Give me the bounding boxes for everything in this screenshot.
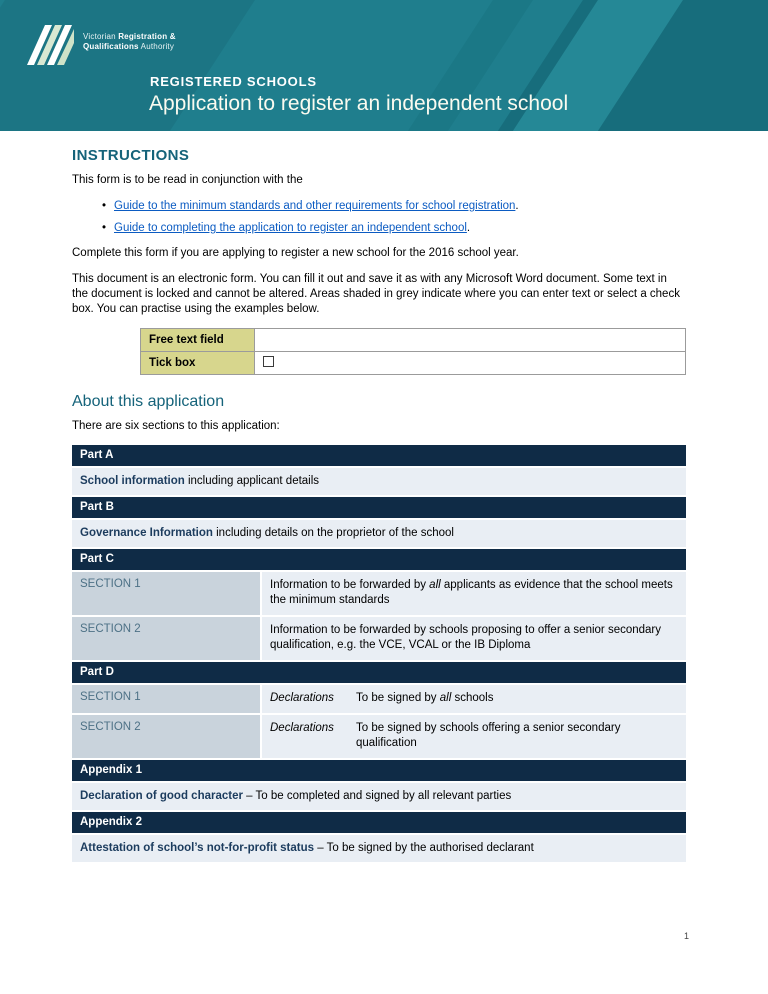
appendix-2-row	[72, 835, 686, 862]
link-completing-application-guide[interactable]: Guide to completing the application to register an independent school	[114, 222, 467, 234]
link-suffix: .	[515, 200, 519, 212]
link-minimum-standards-guide[interactable]: Guide to the minimum standards and other requirements for school registration	[114, 200, 516, 212]
section-description	[262, 617, 686, 660]
free-text-example-input[interactable]	[263, 333, 677, 347]
about-heading: About this application	[72, 393, 225, 410]
logo-line1-bold: Registration &	[118, 32, 176, 41]
part-a-rest: including applicant details	[184, 475, 320, 487]
about-intro: There are six sections to this application:	[72, 420, 280, 432]
logo-line2-light: Authority	[138, 42, 175, 51]
instructions-heading: INSTRUCTIONS	[72, 147, 190, 164]
appendix-2-lead: Attestation of school’s not-for-profit status	[80, 842, 315, 854]
part-d-section-2-row	[72, 715, 686, 758]
section-description	[262, 685, 686, 713]
page-title: Application to register an independent school	[149, 92, 569, 115]
part-d-section-1-row	[72, 685, 686, 713]
tick-box-example[interactable]	[263, 356, 274, 367]
appendix-2-bar: Appendix 2	[72, 812, 686, 833]
document-content	[0, 147, 768, 862]
part-b-rest: including details on the proprietor of the school	[212, 527, 454, 539]
section-label: SECTION 1	[72, 572, 260, 615]
table-row	[141, 352, 686, 375]
part-b-lead: Governance Information	[80, 527, 213, 539]
section-description	[262, 572, 686, 615]
part-c-section-1-row	[72, 572, 686, 615]
list-item	[102, 199, 686, 213]
list-item	[102, 221, 686, 235]
part-a-bar: Part A	[72, 445, 686, 466]
section-text: applicants as evidence that the school meets the minimum standards	[270, 579, 673, 606]
instructions-intro: This form is to be read in conjunction with the	[72, 174, 303, 186]
section-label: SECTION 2	[72, 715, 260, 758]
part-a-row	[72, 468, 686, 495]
section-text-wrap	[356, 691, 493, 706]
section-label: SECTION 2	[72, 617, 260, 660]
declarations-label: Declarations	[270, 722, 334, 734]
appendix-1-rest: – To be completed and signed by all relevant parties	[242, 790, 512, 802]
example-label-tick-box: Tick box	[141, 352, 255, 375]
appendix-2-rest: – To be signed by the authorised declarant	[314, 842, 534, 854]
guide-links-list	[102, 199, 686, 235]
part-b-bar: Part B	[72, 497, 686, 518]
table-row	[141, 329, 686, 352]
section-text: schools	[451, 692, 494, 704]
logo-line2-bold: Qualifications	[83, 42, 139, 51]
logo-line1-light: Victorian	[83, 32, 119, 41]
section-text-em: all	[429, 579, 441, 591]
example-label-free-text: Free text field	[141, 329, 255, 352]
example-tick-box-cell	[255, 352, 686, 375]
section-text: To be signed by schools offering a senior secondary qualification	[356, 722, 621, 749]
header-band	[0, 0, 768, 131]
vrqa-logo-text	[83, 32, 176, 52]
section-text: Information to be forwarded by schools proposing to offer a senior secondary qualification, e.g. the VCE, VCAL or the IB Diploma	[270, 624, 662, 651]
header-eyebrow: REGISTERED SCHOOLS	[150, 74, 317, 89]
section-text-wrap	[356, 721, 678, 751]
declarations-label: Declarations	[270, 692, 334, 704]
vrqa-logo	[26, 20, 176, 66]
section-label: SECTION 1	[72, 685, 260, 713]
part-c-section-2-row	[72, 617, 686, 660]
paragraph-complete-form: Complete this form if you are applying to register a new school for the 2016 school year.	[72, 247, 519, 259]
page-number: 1	[683, 931, 689, 941]
part-d-bar: Part D	[72, 662, 686, 683]
vrqa-logo-icon	[26, 20, 74, 66]
parts-table	[72, 445, 686, 862]
part-c-bar: Part C	[72, 549, 686, 570]
section-text: Information to be forwarded by	[270, 579, 430, 591]
part-b-row	[72, 520, 686, 547]
appendix-1-lead: Declaration of good character	[80, 790, 243, 802]
example-table	[140, 328, 686, 375]
section-description	[262, 715, 686, 758]
link-suffix: .	[466, 222, 471, 234]
appendix-1-row	[72, 783, 686, 810]
paragraph-electronic-form: This document is an electronic form. You can fill it out and save it as with any Microsoft Word document. Some text in the document is locked and cannot be altered. Areas shaded in grey indicate where you can enter text or select a check box. You can practise using the examples below.	[72, 273, 680, 315]
section-text: To be signed by	[356, 692, 440, 704]
section-text-em: all	[439, 692, 452, 704]
appendix-1-bar: Appendix 1	[72, 760, 686, 781]
example-free-text-cell	[255, 329, 686, 352]
part-a-lead: School information	[80, 475, 185, 487]
